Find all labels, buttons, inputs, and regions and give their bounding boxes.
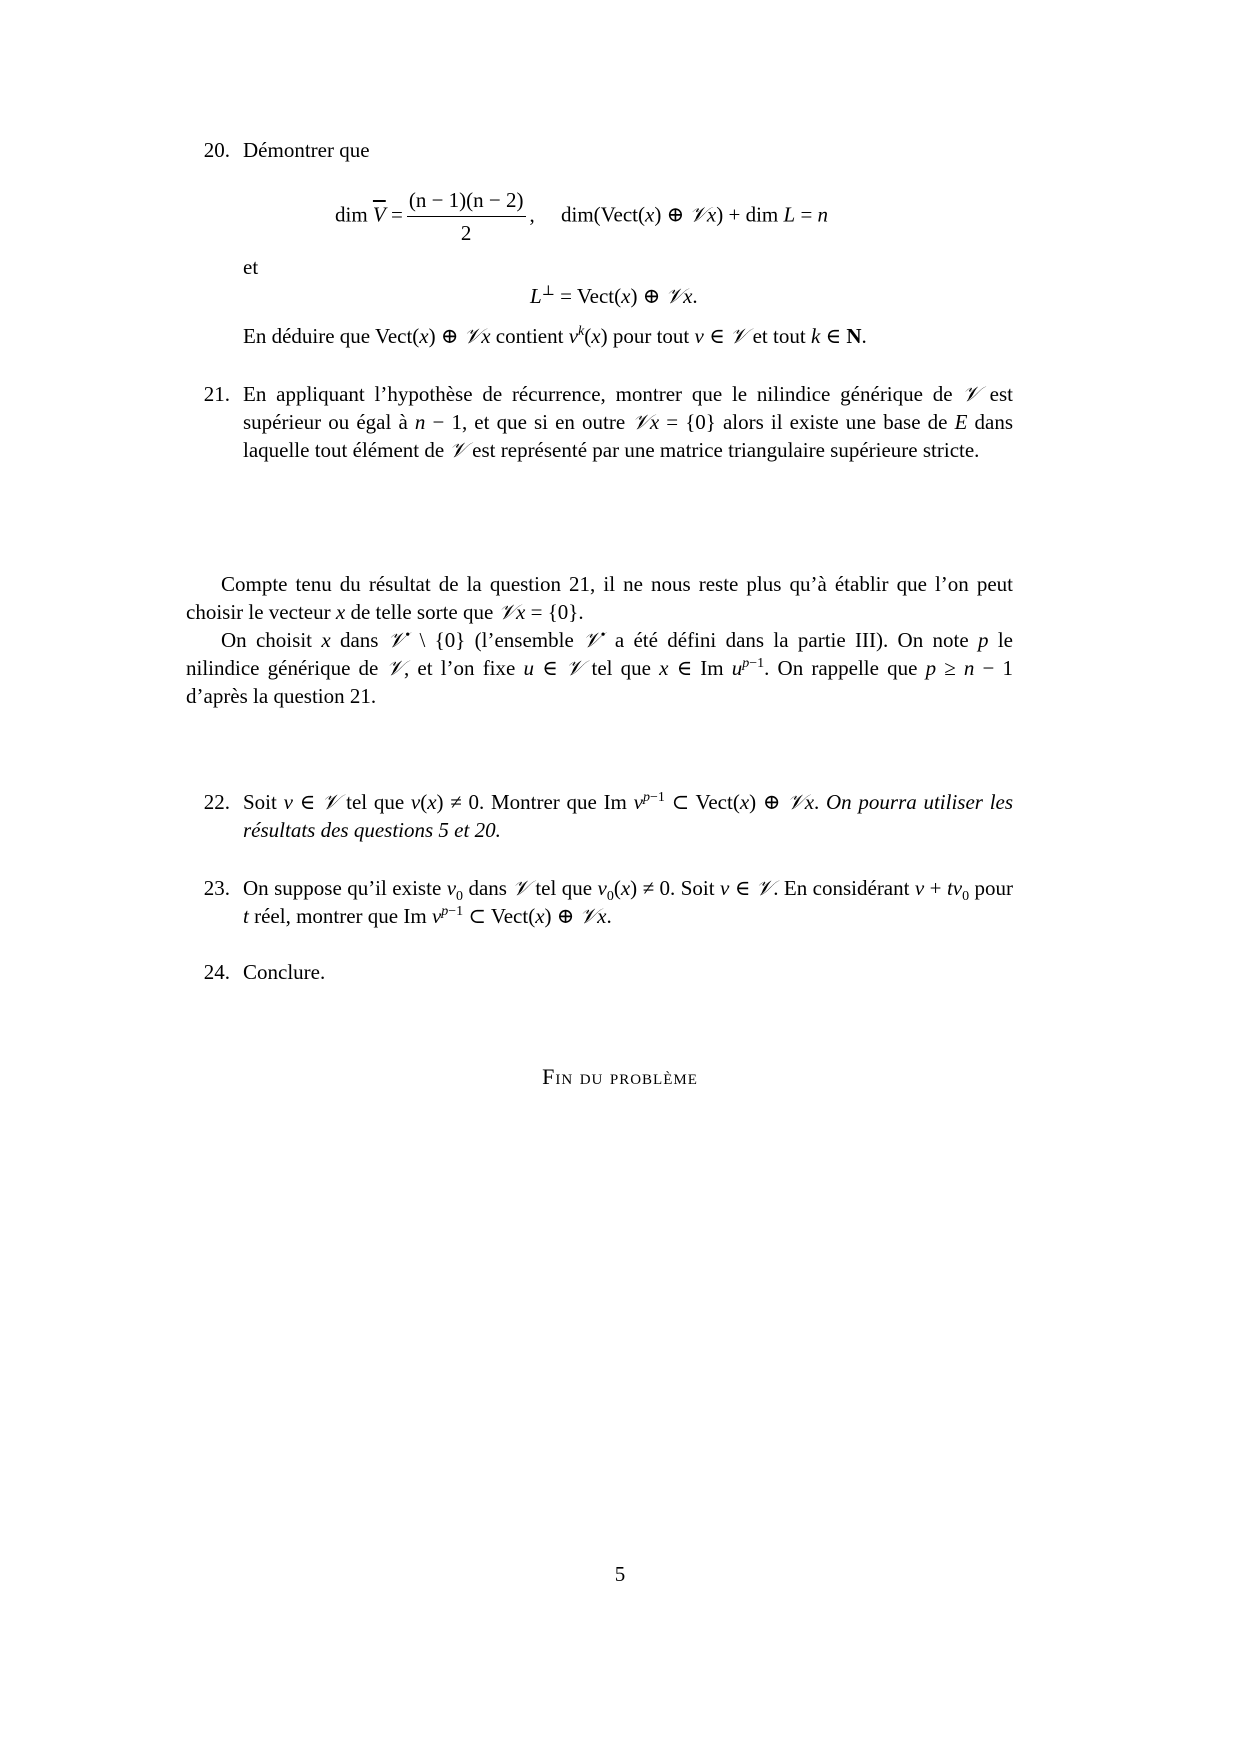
fraction-denominator: 2 bbox=[460, 221, 472, 245]
equation-dim-rhs: , dim(Vect(x) ⊕ 𝒱x) + dim L = n bbox=[529, 202, 829, 227]
paragraph-1: Compte tenu du résultat de la question 21, il ne nous reste plus qu’à établir que l’on peut choisir le vecteur x de telle sorte que 𝒱x = {0}. bbox=[186, 572, 1013, 624]
question-22-hint: On pourra utiliser les résultats des questions 5 et 20. bbox=[243, 790, 1014, 842]
page-number: 5 bbox=[614, 1562, 626, 1586]
equation-dimension bbox=[335, 186, 828, 247]
question-21-text: En appliquant l’hypothèse de récurrence, montrer que le nilindice générique de 𝒱 est supérieur ou égal à n − 1, et que si en outre 𝒱x = {0} alors il existe une base de E dans laquelle tout élément de 𝒱 est représenté par une matrice triangulaire supérieure stricte. bbox=[243, 382, 1013, 462]
question-20-intro: Démontrer que bbox=[243, 138, 370, 162]
question-21-number: 21. bbox=[203, 382, 230, 406]
question-20-number: 20. bbox=[203, 138, 230, 162]
equation-orthogonal: L⊥ = Vect(x) ⊕ 𝒱x. bbox=[530, 284, 698, 308]
fraction-numerator: (n − 1)(n − 2) bbox=[407, 186, 526, 217]
question-23-number: 23. bbox=[203, 876, 230, 900]
question-24-number: 24. bbox=[203, 960, 230, 984]
paragraph-2: On choisit x dans 𝒱• \ {0} (l’ensemble 𝒱• a été défini dans la partie III). On note p le nilindice générique de 𝒱, et l’on fixe u ∈ 𝒱 tel que x ∈ Im $u^{p-1}$. On rappelle que p ≥ n − 1 d’après la question 21. bbox=[186, 628, 1014, 708]
question-22-text: Soit v ∈ 𝒱 tel que v(x) ≠ 0. Montrer que Im $v^{p-1}$ ⊂ Vect(x) ⊕ 𝒱x. On pourra utiliser les résultats des questions 5 et 20. bbox=[243, 790, 1014, 842]
question-20-deduce: En déduire que Vect(x) ⊕ 𝒱x contient $v^k(x)$ pour tout v ∈ 𝒱 et tout k ∈ N. bbox=[243, 324, 867, 348]
question-23-text: On suppose qu’il existe $v_0$ dans 𝒱 tel que $v_0(x) \ne 0$. Soit v ∈ 𝒱. En considérant $v + tv_0$ pour t réel, montrer que Im $v^{p-1}$ ⊂ Vect(x) ⊕ 𝒱x. bbox=[243, 876, 1014, 928]
end-title: Fin du problème bbox=[542, 1064, 698, 1089]
fraction bbox=[407, 186, 526, 247]
question-22-number: 22. bbox=[203, 790, 230, 814]
question-24-text: Conclure. bbox=[243, 960, 326, 984]
equation-dim-lhs: dim $\overline{V}$ = bbox=[335, 202, 403, 227]
question-20-et: et bbox=[243, 255, 259, 279]
